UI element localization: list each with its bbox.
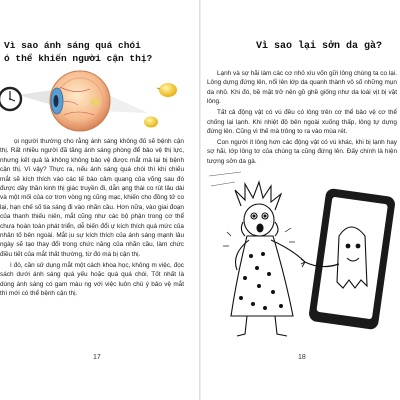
- goosebumps-cartoon: [201, 166, 400, 348]
- right-page: [201, 0, 400, 400]
- left-heading-line2: ó thể khiến người cận thị?: [4, 53, 153, 64]
- left-page-heading: [4, 39, 152, 65]
- left-page: [0, 0, 199, 400]
- left-heading-line1: Vì sao ánh sáng quá chói: [4, 40, 141, 51]
- eyeball-icon: [50, 71, 110, 131]
- right-paragraph: Con người ít lông hơn các động vật có vú khác, khi bị lạnh hay sợ hãi, lớp lông tơ của chúng ta cũng đứng lên. Đấy chính là hiện tượng sởn da gà.: [207, 139, 397, 165]
- lemon-icon: [144, 83, 177, 128]
- right-page-body: [207, 69, 397, 168]
- right-paragraph: Tất cả động vật có vú đều có lông trên cơ thể bảo vệ cơ thể chống lại lạnh. Khi nhiệt độ bên ngoài xuống thấp, lông tự dựng đứng lên. Cũng vì thế mà trông to ra vào mùa rét.: [207, 109, 397, 136]
- left-page-body: [0, 137, 184, 300]
- page-number: 18: [298, 354, 306, 361]
- left-paragraph: ọi người thường cho rằng ánh sáng không đủ sẽ bệnh cận thị. Rất nhiều người đã tăng ánh sáng phòng để bảo vệ thị lực, nhưng kết quả là không không bảo vệ được mắt mà lại bị bệnh cận thị. Vì vậy? Thực ra, nếu ánh sáng quá chói thì khi chiếu mắt sẽ kích thích vào các tế bào cảm quang của võng sau đó được dây thần kinh thị giác truyền đi, dẫn ạng thái co rút lâu dài và một mối của cơ trơn vòng ng cũng mạc, khiến cho đồng tử co lại, hạn chế số tia sáng đi vào nhãn cầu. Hơn nữa, vào giai đoạn của thanh thiếu niên, mắt cũng như các bộ phận trong cơ thể chưa hoàn toàn phát triển, dễ biến đổi ự kích thích quá mức của nhân tố bên ngoài. Mắt ịu sự kích thích của ánh sáng mạnh lâu ngày sẽ tạo thay đổi trong chức năng của nhãn cầu, làm chức điều tiết của mắt thất thường, từ đó mà bị cận thị.: [0, 138, 184, 258]
- eye-illustration: [0, 69, 199, 133]
- right-page-heading: Vì sao lại sởn da gà?: [256, 41, 383, 52]
- page-number: 17: [93, 354, 101, 361]
- frightened-woman-figure: [231, 182, 305, 316]
- tablet-screen-figure: [301, 188, 396, 330]
- right-paragraph: Lạnh và sợ hãi làm các cơ nhỏ xíu vốn gữi lông chúng ta co lại. Lông dựng đứng lên, nổi lên lớp da quanh thành vô số những mụn da nhỏ. Khi đó, bề mặt trở nên gồ ghề giống như da loài vịt bị vặt lông.: [207, 70, 397, 106]
- clock-icon: [0, 88, 21, 110]
- left-paragraph: ì đó, cần sử dụng mắt một cách khoa học, không m việc, đọc sách dưới ánh sáng quá yếu hoặc quá quá chói. Tốt nhất là dùng ánh sáng có gam màu ng với việc luôn chú ý bảo vệ mắt thì mới có thể bệnh cận thị.: [0, 261, 184, 298]
